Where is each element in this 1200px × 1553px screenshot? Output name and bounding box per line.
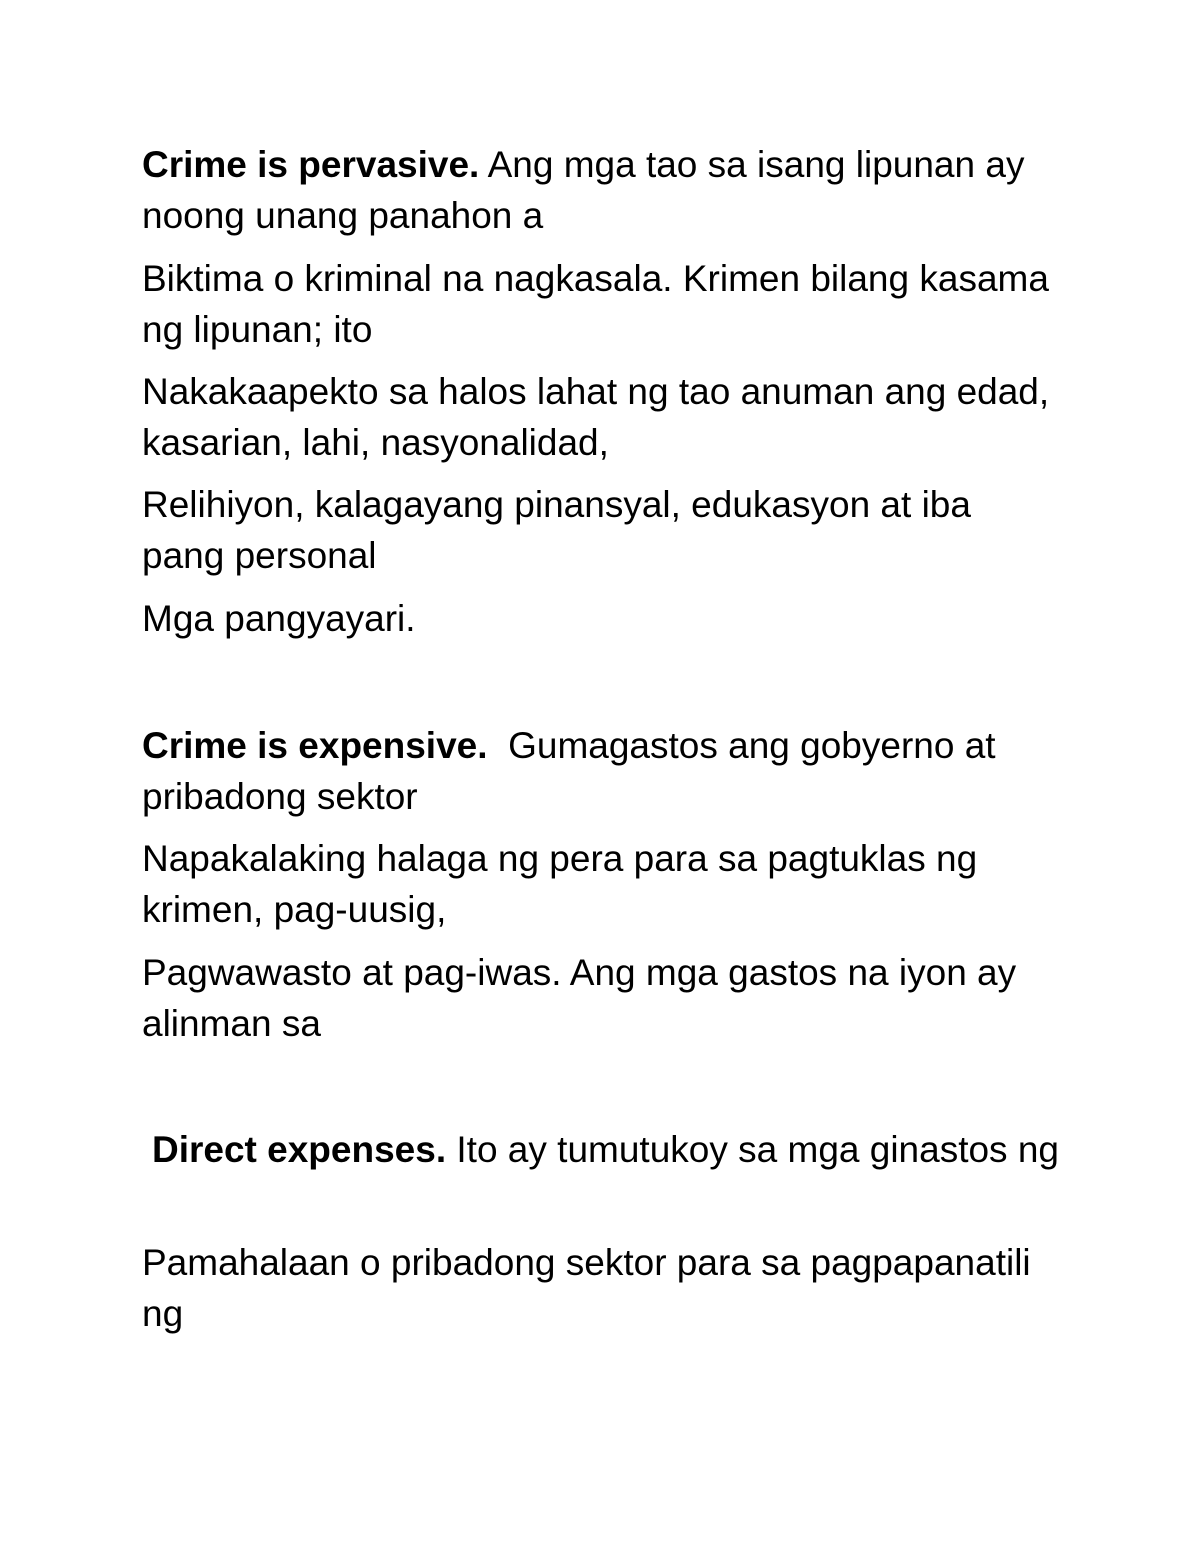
heading-crime-expensive: Crime is expensive. [142,725,488,766]
paragraph-crime-pervasive [142,139,1062,241]
heading-crime-pervasive: Crime is pervasive. [142,144,480,185]
paragraph: Biktima o kriminal na nagkasala. Krimen bilang kasama ng lipunan; ito [142,258,1049,350]
paragraph: Relihiyon, kalagayang pinansyal, edukasyon at iba pang personal [142,484,971,576]
paragraph: Mga pangyayari. [142,598,416,639]
paragraph: Nakakaapekto sa halos lahat ng tao anuman ang edad, kasarian, lahi, nasyonalidad, [142,371,1050,463]
paragraph-text: Ito ay tumutukoy sa mga ginastos ng [456,1129,1059,1170]
paragraph-crime-expensive [142,720,1062,822]
paragraph: Napakalaking halaga ng pera para sa pagtuklas ng krimen, pag-uusig, [142,838,978,930]
heading-direct-expenses: Direct expenses. [152,1129,447,1170]
paragraph-text: Gumagastos ang gobyerno at pribadong sektor [142,725,996,817]
paragraph-text: Ang mga tao sa isang lipunan ay noong unang panahon a [142,144,1025,236]
paragraph-direct-expenses [142,1124,1072,1175]
paragraph: Pamahalaan o pribadong sektor para sa pagpapanatili ng [142,1242,1031,1334]
paragraph: Pagwawasto at pag-iwas. Ang mga gastos na iyon ay alinman sa [142,952,1017,1044]
